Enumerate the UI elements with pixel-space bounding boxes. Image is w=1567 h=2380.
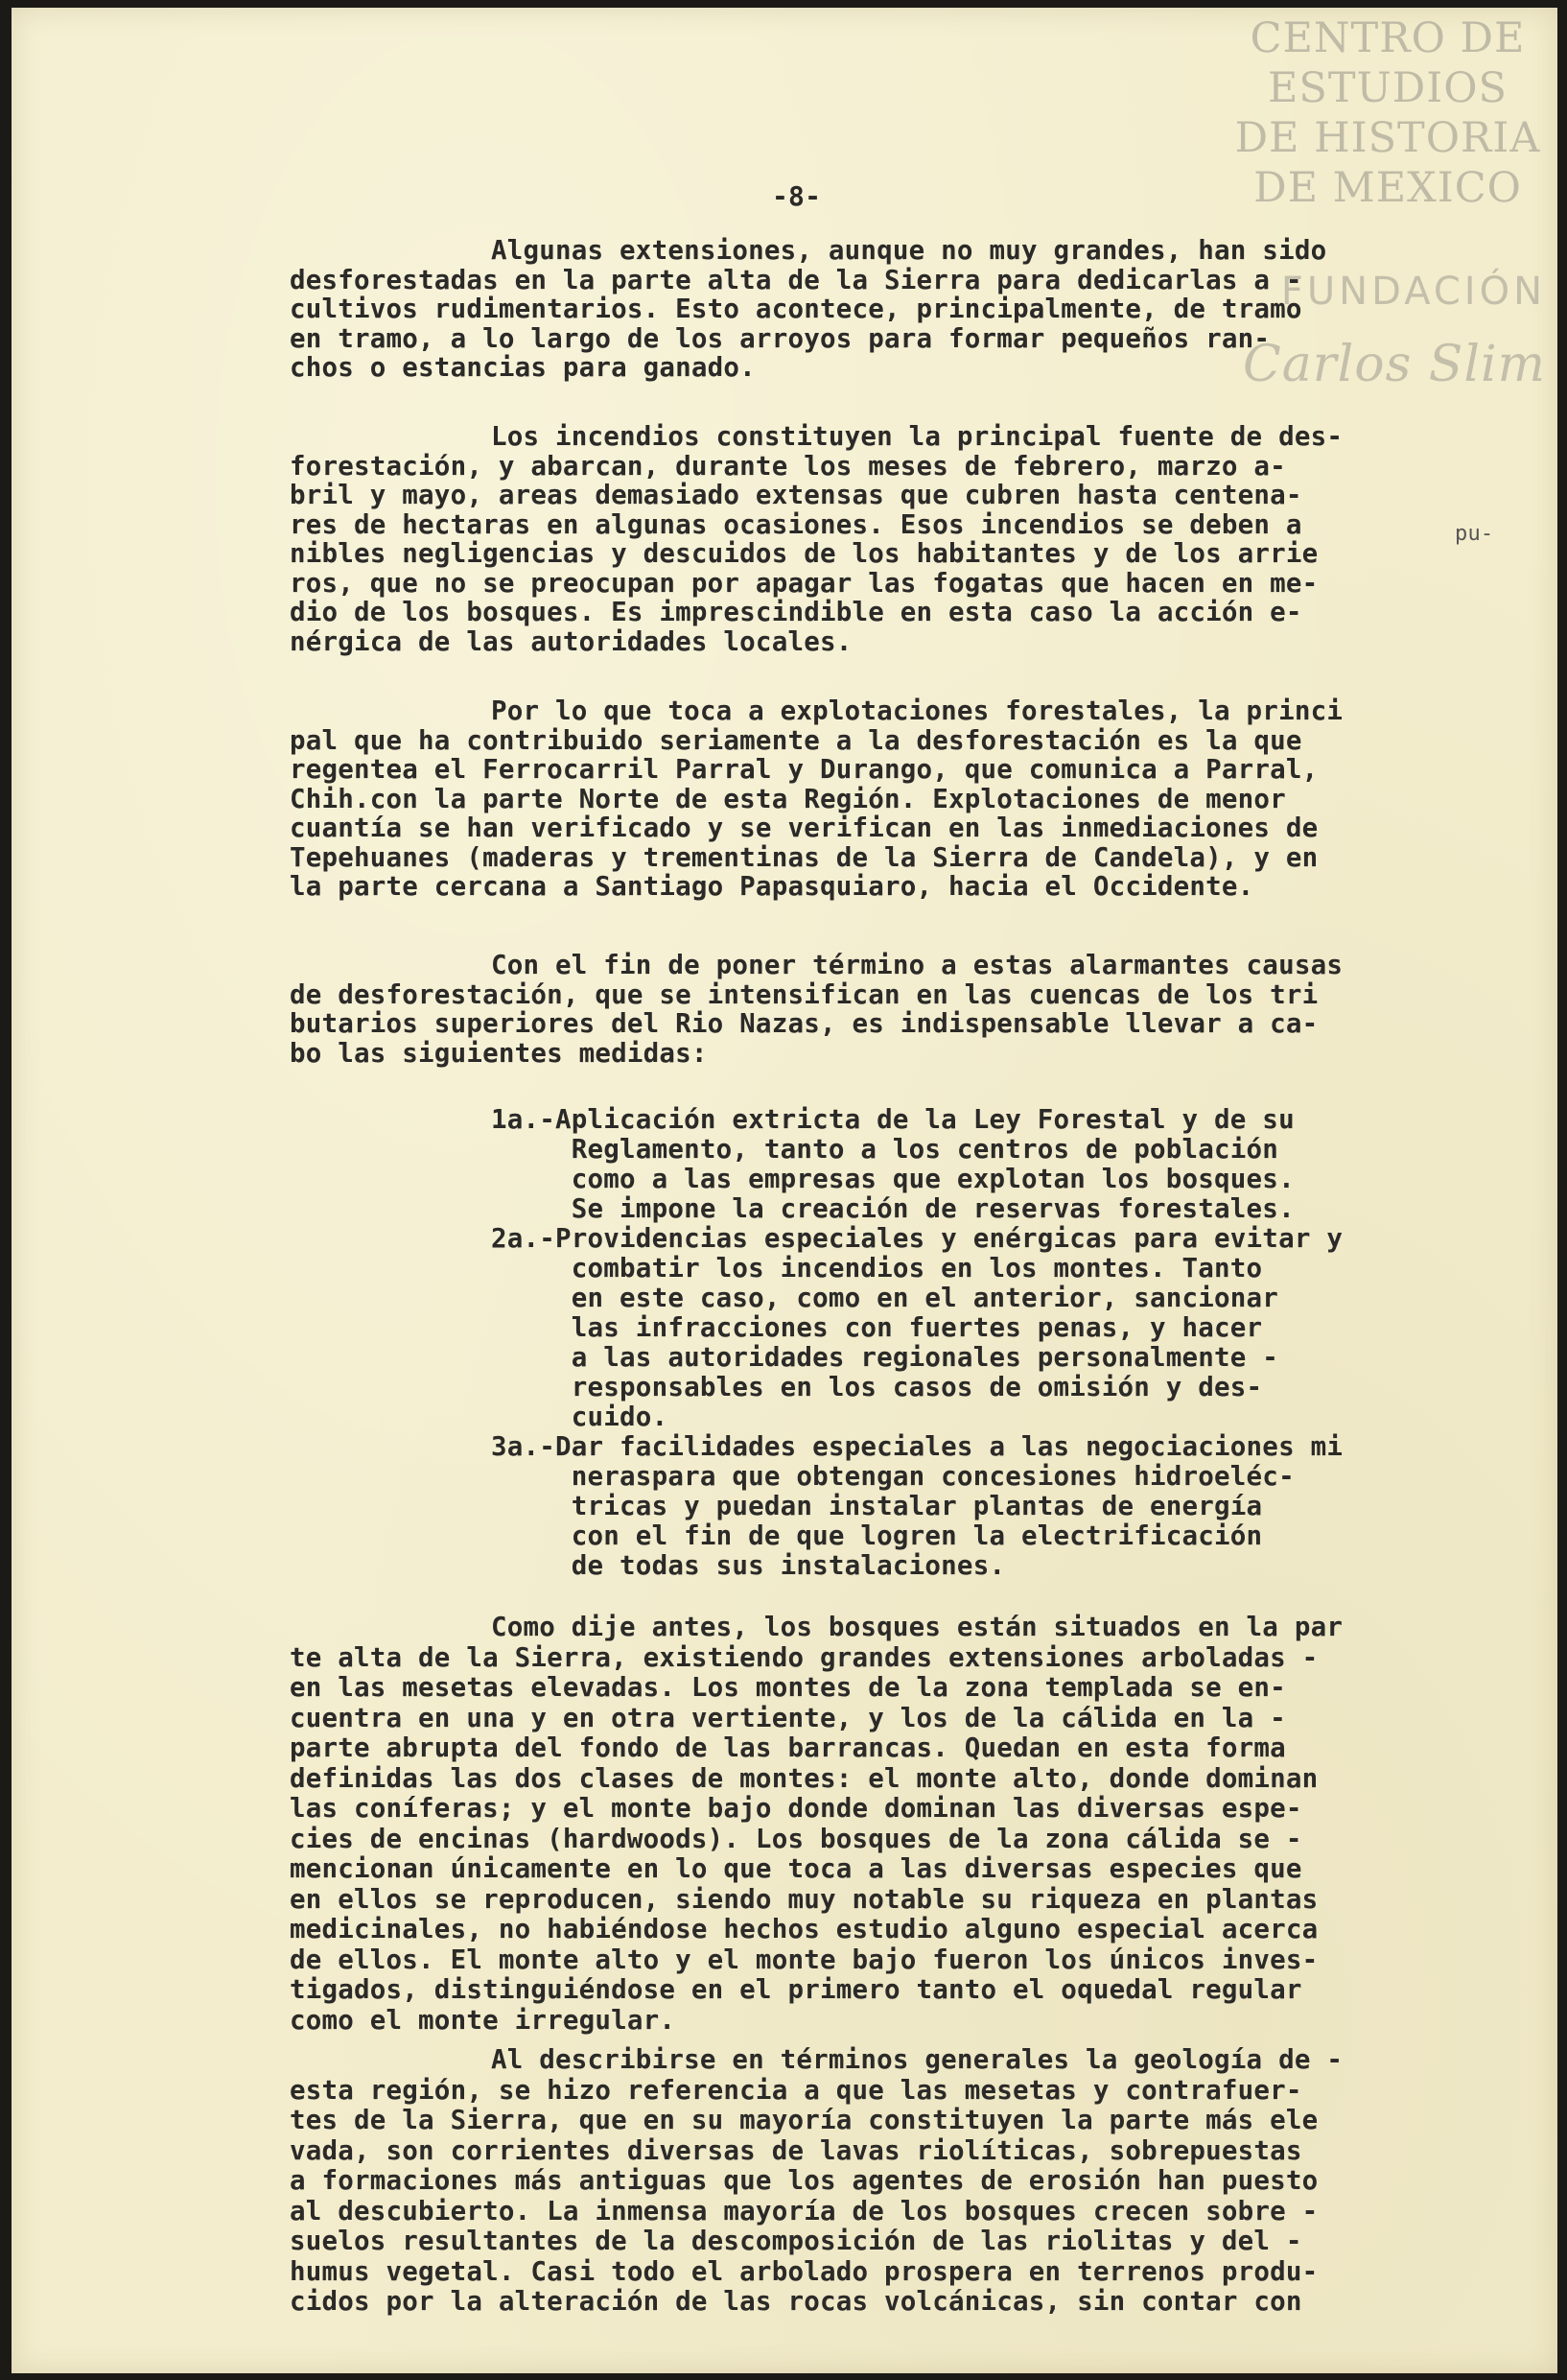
watermark-foundation: FUNDACIÓN <box>1280 270 1546 314</box>
watermark-line-3: DE HISTORIA <box>1234 114 1541 162</box>
text-line: las coníferas; y el monte bajo donde dominan las diversas espe- <box>290 1793 1302 1824</box>
text-line: definidas las dos clases de montes: el monte alto, donde dominan <box>290 1762 1319 1794</box>
text-line: en las mesetas elevadas. Los montes de la zona templada se en- <box>290 1672 1286 1703</box>
text-line: forestación, y abarcan, durante los meses de febrero, marzo a- <box>290 450 1286 482</box>
text-line: te alta de la Sierra, existiendo grandes extensiones arboladas - <box>290 1641 1319 1673</box>
measure-line: Reglamento, tanto a los centros de población <box>491 1134 1279 1165</box>
text-line: tes de la Sierra, que en su mayoría constituyen la parte más ele <box>290 2105 1319 2135</box>
archive-watermark <box>1229 13 1546 393</box>
text-line: Tepehuanes (maderas y trementinas de la Sierra de Candela), y en <box>290 841 1319 873</box>
text-line: en ellos se reproducen, siendo muy notable su riqueza en plantas <box>290 1883 1319 1915</box>
text-line: chos o estancias para ganado. <box>290 352 756 383</box>
text-line: suelos resultantes de la descomposición de las riolitas y del - <box>290 2226 1302 2256</box>
watermark-line-1: CENTRO DE <box>1250 14 1526 62</box>
measure-line: neraspara que obtengan concesiones hidroeléc- <box>491 1461 1295 1492</box>
document-page <box>12 8 1557 2373</box>
text-line: de ellos. El monte alto y el monte bajo fueron los únicos inves- <box>290 1944 1319 1975</box>
watermark-line-4: DE MEXICO <box>1253 164 1522 212</box>
text-line: Chih.con la parte Norte de esta Región. Explotaciones de menor <box>290 783 1286 814</box>
text-line: medicinales, no habiéndose hechos estudio alguno especial acerca <box>290 1914 1319 1944</box>
text-line: vada, son corrientes diversas de lavas riolíticas, sobrepuestas <box>290 2134 1302 2166</box>
text-line: Con el fin de poner término a estas alarmantes causas <box>491 950 1344 980</box>
text-line: Los incendios constituyen la principal fuente de des- <box>491 421 1344 452</box>
watermark-signature: Carlos Slim <box>1243 336 1546 393</box>
text-line: la parte cercana a Santiago Papasquiaro, hacia el Occidente. <box>290 871 1254 902</box>
text-line: butarios superiores del Rio Nazas, es indispensable llevar a ca- <box>290 1008 1319 1039</box>
measure-line: 3a.-Dar facilidades especiales a las negociaciones mi <box>491 1431 1344 1462</box>
measure-line: en este caso, como en el anterior, sancionar <box>491 1283 1279 1313</box>
text-line: pal que ha contribuido seriamente a la desforestación es la que <box>290 724 1302 756</box>
text-line: desforestadas en la parte alta de la Sierra para dedicarlas a - <box>290 264 1302 295</box>
measure-line: como a las empresas que explotan los bosques. <box>491 1164 1295 1194</box>
text-line: cultivos rudimentarios. Esto acontece, principalmente, de tramo <box>290 294 1302 324</box>
text-line: parte abrupta del fondo de las barrancas. Quedan en esta forma <box>290 1732 1286 1763</box>
text-line: mencionan únicamente en lo que toca a las diversas especies que <box>290 1853 1302 1884</box>
page-number: -8- <box>772 180 822 212</box>
watermark-line-2: ESTUDIOS <box>1268 64 1508 112</box>
text-line: humus vegetal. Casi todo el arbolado prospera en terrenos produ- <box>290 2255 1319 2287</box>
text-line: res de hectaras en algunas ocasiones. Esos incendios se deben a <box>290 508 1302 540</box>
text-line: nérgica de las autoridades locales. <box>290 625 853 657</box>
measure-line: a las autoridades regionales personalmente - <box>491 1342 1279 1373</box>
text-line: bril y mayo, areas demasiado extensas que cubren hasta centena- <box>290 480 1302 510</box>
text-line: Al describirse en términos generales la geología de - <box>491 2044 1344 2075</box>
text-line: cidos por la alteración de las rocas volcánicas, sin contar con <box>290 2286 1302 2317</box>
text-line: al descubierto. La inmensa mayoría de los bosques crecen sobre - <box>290 2195 1319 2227</box>
text-line: bo las siguientes medidas: <box>290 1037 708 1069</box>
text-line: ros, que no se preocupan por apagar las fogatas que hacen en me- <box>290 567 1319 599</box>
text-line: cuentra en una y en otra vertiente, y los de la cálida en la - <box>290 1702 1286 1733</box>
text-line: esta región, se hizo referencia a que las mesetas y contrafuer- <box>290 2074 1302 2106</box>
text-line: nibles negligencias y descuidos de los habitantes y de los arrie <box>290 538 1319 569</box>
text-line: Como dije antes, los bosques están situados en la par <box>491 1612 1344 1642</box>
text-line: dio de los bosques. Es imprescindible en esta caso la acción e- <box>290 597 1302 627</box>
text-line: cies de encinas (hardwoods). Los bosques de la zona cálida se - <box>290 1823 1302 1854</box>
text-line: a formaciones más antiguas que los agentes de erosión han puesto <box>290 2165 1319 2196</box>
measure-line: las infracciones con fuertes penas, y hacer <box>491 1312 1263 1343</box>
text-line: cuantía se han verificado y se verifican en las inmediaciones de <box>290 813 1319 843</box>
text-line: en tramo, a lo largo de los arroyos para formar pequeños ran- <box>290 322 1271 354</box>
text-line: Algunas extensiones, aunque no muy grandes, han sido <box>491 235 1327 266</box>
text-line: de desforestación, que se intensifican en las cuencas de los tri <box>290 978 1319 1010</box>
measure-line: Se impone la creación de reservas forestales. <box>491 1193 1295 1224</box>
text-line: como el monte irregular. <box>290 2004 676 2036</box>
measure-line: cuido. <box>491 1402 668 1432</box>
measure-line: tricas y puedan instalar plantas de energía <box>491 1491 1263 1521</box>
text-line: regentea el Ferrocarril Parral y Durango, que comunica a Parral, <box>290 754 1319 785</box>
measure-line: 2a.-Providencias especiales y enérgicas para evitar y <box>491 1223 1344 1254</box>
text-line: Por lo que toca a explotaciones forestales, la princi <box>491 695 1344 726</box>
measure-line: combatir los incendios en los montes. Tanto <box>491 1253 1263 1284</box>
measure-line: responsables en los casos de omisión y des- <box>491 1372 1263 1402</box>
measure-line: 1a.-Aplicación extricta de la Ley Forestal y de su <box>491 1104 1295 1135</box>
text-line: tigados, distinguiéndose en el primero tanto el oquedal regular <box>290 1974 1302 2005</box>
measure-line: de todas sus instalaciones. <box>491 1550 1006 1581</box>
margin-note: pu- <box>1455 522 1494 546</box>
measure-line: con el fin de que logren la electrificación <box>491 1520 1263 1551</box>
